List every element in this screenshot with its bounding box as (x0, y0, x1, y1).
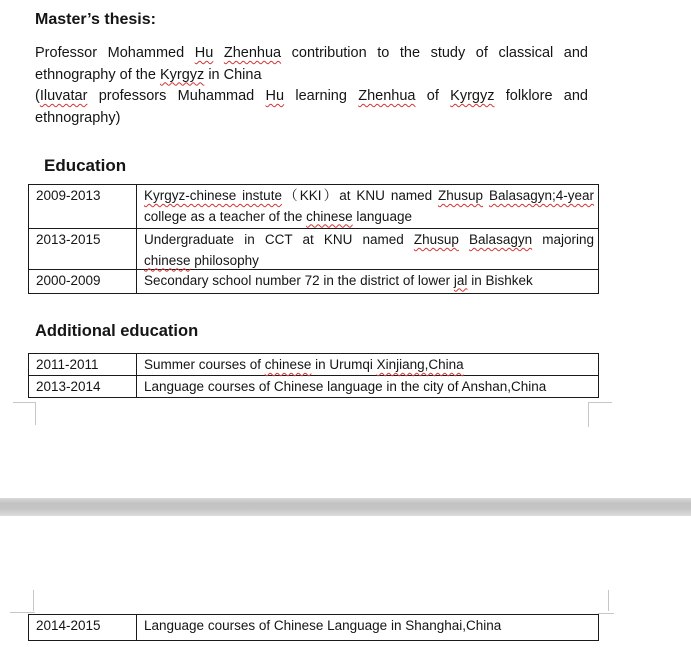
period-cell[interactable]: 2009-2013 (29, 185, 137, 228)
description-cell[interactable] (137, 615, 598, 640)
text-segment: folklore and (494, 88, 588, 104)
misspelled-word: Kyrgyz-chinese instute (144, 188, 282, 203)
text-segment: ( (35, 88, 40, 104)
text-segment: Summer courses of (144, 357, 265, 372)
misspelled-word: Zhusup (413, 232, 459, 247)
misspelled-word: Xinjiang,China (376, 357, 464, 372)
thesis-paragraph[interactable] (35, 43, 588, 129)
period-cell[interactable]: 2011-2011 (29, 354, 137, 375)
text-segment: in Urumqi (311, 357, 377, 372)
description-cell[interactable] (137, 376, 598, 397)
text-segment (459, 232, 469, 247)
table-row (29, 354, 598, 375)
period-cell[interactable]: 2014-2015 (29, 615, 137, 640)
description-cell[interactable] (137, 185, 598, 228)
additional-education-table (28, 353, 599, 398)
page2-continuation-table (28, 614, 599, 641)
text-segment: Language courses of Chinese Language in Shanghai,China (144, 618, 502, 633)
description-cell[interactable] (137, 229, 598, 269)
text-segment: learning (284, 88, 359, 104)
misspelled-word: chinese (144, 252, 191, 268)
text-segment: professors Muhammad (87, 88, 266, 104)
misspelled-word: Hu (265, 88, 285, 104)
text-segment: ethnography) (35, 109, 121, 126)
misspelled-word: jal (453, 272, 468, 288)
misspelled-word: Hu (194, 45, 214, 61)
misspelled-word: Zhenhua (223, 45, 282, 61)
misspelled-word: Iluvatar (39, 88, 88, 104)
page1-bottom-left-crop-mark (13, 402, 35, 403)
misspelled-word: chinese (306, 208, 353, 224)
table-row (29, 615, 598, 640)
table-row (29, 185, 598, 228)
table-row (29, 269, 598, 294)
education-table (28, 184, 599, 294)
text-segment: （KKI）at KNU named (281, 188, 438, 203)
text-segment: language (352, 208, 412, 224)
table-row (29, 375, 598, 397)
text-segment: Language courses of Chinese language in the city of Anshan,China (144, 379, 547, 394)
text-segment: ethnography of the (35, 66, 160, 83)
page2-top-right-crop-mark (598, 613, 614, 614)
page1-bottom-right-crop-mark (588, 402, 612, 403)
misspelled-word: Kyrgyz (159, 66, 205, 83)
text-segment: Secondary school number 72 in the district of lower (144, 272, 454, 288)
description-cell[interactable] (137, 270, 598, 294)
page2-top-right-crop-mark (608, 590, 609, 611)
text-segment (213, 45, 224, 61)
period-cell[interactable]: 2013-2015 (29, 229, 137, 269)
page2-top-left-crop-mark (33, 590, 34, 611)
text-segment: in China (204, 66, 262, 83)
period-cell[interactable]: 2000-2009 (29, 270, 137, 294)
description-cell[interactable] (137, 354, 598, 375)
period-cell[interactable]: 2013-2014 (29, 376, 137, 397)
misspelled-word: Balasagyn (469, 232, 533, 247)
text-segment: Professor Mohammed (35, 45, 195, 61)
text-segment: philosophy (190, 252, 259, 268)
text-segment: contribution to the study of classical and (281, 45, 588, 61)
misspelled-word: Zhenhua (358, 88, 416, 104)
page2-top-left-crop-mark (10, 612, 35, 613)
text-segment: of (415, 88, 451, 104)
misspelled-word: Zhusup (438, 188, 484, 203)
misspelled-word: Kyrgyz (450, 88, 495, 104)
text-segment: in Bishkek (467, 272, 533, 288)
thesis-heading[interactable]: Master’s thesis: (35, 11, 156, 28)
text-segment: college as a teacher of the (144, 208, 307, 224)
page1-bottom-right-crop-mark (588, 402, 589, 427)
table-row (29, 228, 598, 269)
text-segment: Undergraduate in CCT at KNU named (144, 232, 414, 247)
page1-bottom-left-crop-mark (35, 402, 36, 425)
misspelled-word: chinese (264, 357, 312, 372)
education-heading[interactable]: Education (44, 156, 127, 175)
misspelled-word: Balasagyn;4-year (488, 188, 594, 203)
page-separator-band (0, 498, 691, 516)
text-segment: majoring (532, 232, 594, 247)
additional-education-heading[interactable]: Additional education (35, 322, 199, 340)
